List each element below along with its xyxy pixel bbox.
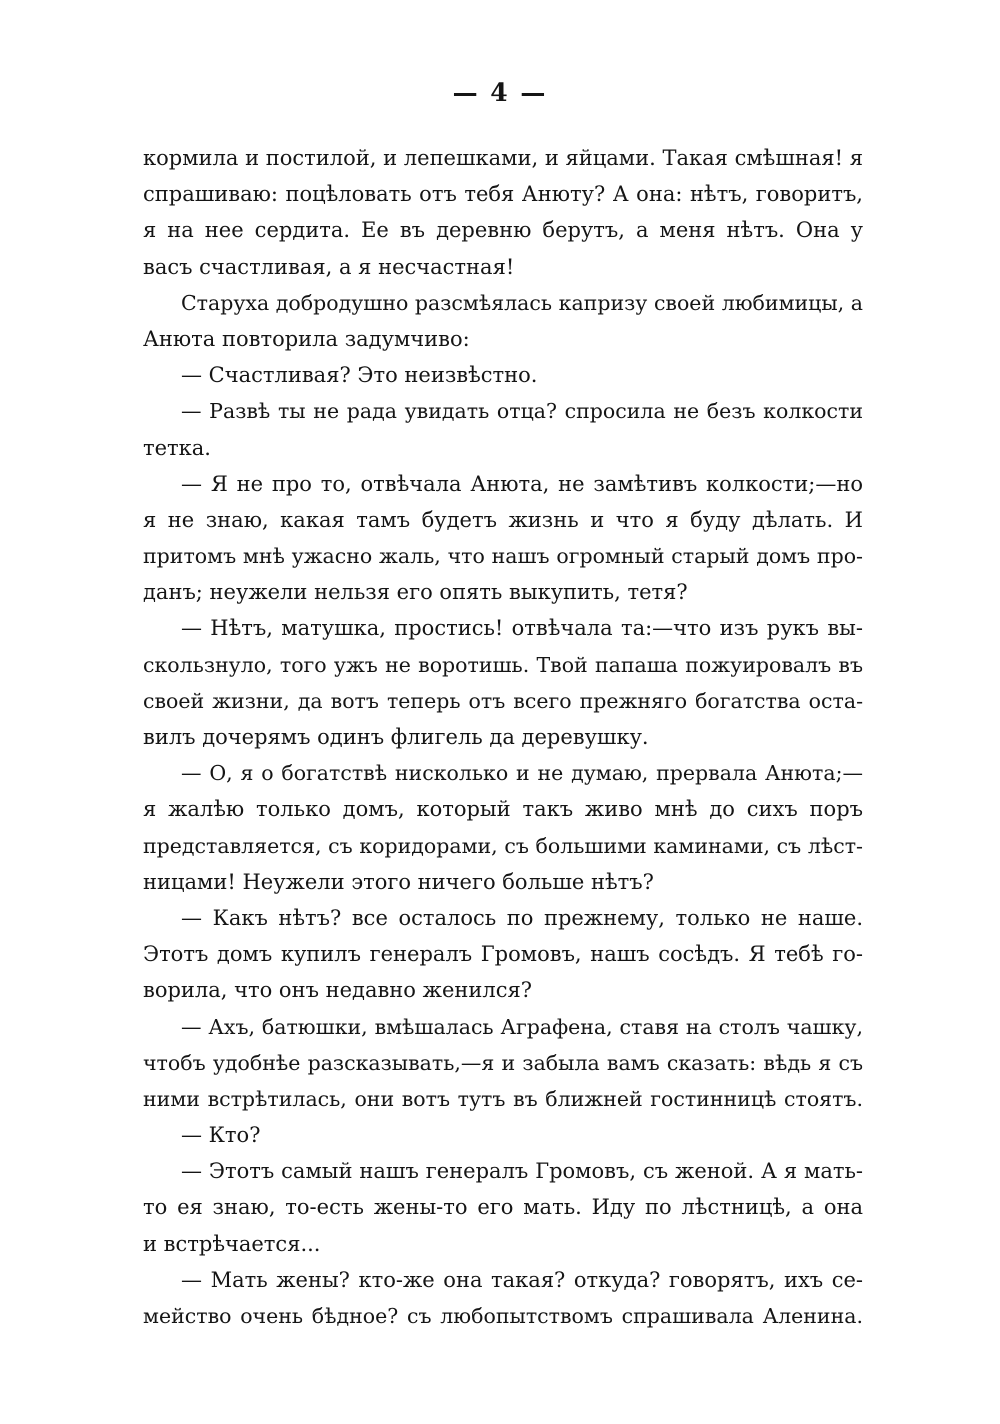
text-line: ними встрѣтилась, они вотъ тутъ въ ближней гостинницѣ стоятъ. <box>143 1086 863 1111</box>
text-line: васъ счастливая, а я несчастная! <box>143 254 515 279</box>
text-line: тетка. <box>143 435 211 460</box>
text-line: ницами! Неужели этого ничего больше нѣтъ? <box>143 869 654 894</box>
text-line: — Я не про то, отвѣчала Анюта, не замѣтивъ колкости;—но <box>181 471 863 496</box>
text-line: чтобъ удобнѣе разсказывать,—я и забыла вамъ сказать: вѣдь я съ <box>143 1050 863 1075</box>
text-line: скользнуло, того ужъ не воротишь. Твой папаша пожуировалъ въ <box>143 652 863 677</box>
text-line: то ея знаю, то-есть жены-то его мать. Иду по лѣстницѣ, а она <box>143 1195 863 1220</box>
text-line: — Счастливая? Это неизвѣстно. <box>181 363 538 388</box>
text-line: — Нѣтъ, матушка, простись! отвѣчала та:—что изъ рукъ вы- <box>181 616 863 641</box>
text-line: мейство очень бѣдное? съ любопытствомъ спрашивала Аленина. <box>143 1304 863 1328</box>
text-line: вилъ дочерямъ одинъ флигель да деревушку. <box>143 725 649 749</box>
text-line: кормила и постилой, и лепешками, и яйцами. Такая смѣшная! я <box>143 146 863 170</box>
text-line: — О, я о богатствѣ нисколько и не думаю, прервала Анюта;— <box>181 761 863 786</box>
text-line: я жалѣю только домъ, который такъ живо мнѣ до сихъ поръ <box>143 797 863 822</box>
text-line: спрашиваю: поцѣловать отъ тебя Анюту? А она: нѣтъ, говоритъ, <box>143 182 863 207</box>
text-line: я на нее сердита. Ее въ деревню берутъ, а меня нѣтъ. Она у <box>143 218 863 243</box>
text-line: — Какъ нѣтъ? все осталось по прежнему, только не наше. <box>181 905 863 930</box>
text-line: — Этотъ самый нашъ генералъ Громовъ, съ женой. А я мать- <box>181 1159 863 1184</box>
text-line: и встрѣчается... <box>143 1231 321 1256</box>
page-text-body <box>143 140 863 1334</box>
text-line: Этотъ домъ купилъ генералъ Громовъ, нашъ сосѣдъ. Я тебѣ го- <box>143 942 863 967</box>
text-line: притомъ мнѣ ужасно жаль, что нашъ огромный старый домъ про- <box>143 544 863 569</box>
text-line: — Развѣ ты не рада увидать отца? спросила не безъ колкости <box>181 399 863 424</box>
text-line: представляется, съ коридорами, съ большими каминами, съ лѣст- <box>143 833 863 858</box>
text-line: ворила, что онъ недавно женился? <box>143 978 532 1003</box>
text-line: — Мать жены? кто-же она такая? откуда? говорятъ, ихъ се- <box>181 1267 863 1292</box>
text-line: данъ; неужели нельзя его опять выкупить, тетя? <box>143 580 688 605</box>
text-line: — Кто? <box>181 1123 261 1148</box>
text-line: — Ахъ, батюшки, вмѣшалась Аграфена, ставя на столъ чашку, <box>181 1014 863 1039</box>
text-line: своей жизни, да вотъ теперь отъ всего прежняго богатства оста- <box>143 688 863 713</box>
page-number: — 4 — <box>452 78 548 107</box>
text-line: я не знаю, какая тамъ будетъ жизнь и что я буду дѣлать. И <box>143 507 863 532</box>
text-line: Старуха добродушно разсмѣялась капризу своей любимицы, а <box>181 290 863 315</box>
text-line: Анюта повторила задумчиво: <box>143 326 470 351</box>
